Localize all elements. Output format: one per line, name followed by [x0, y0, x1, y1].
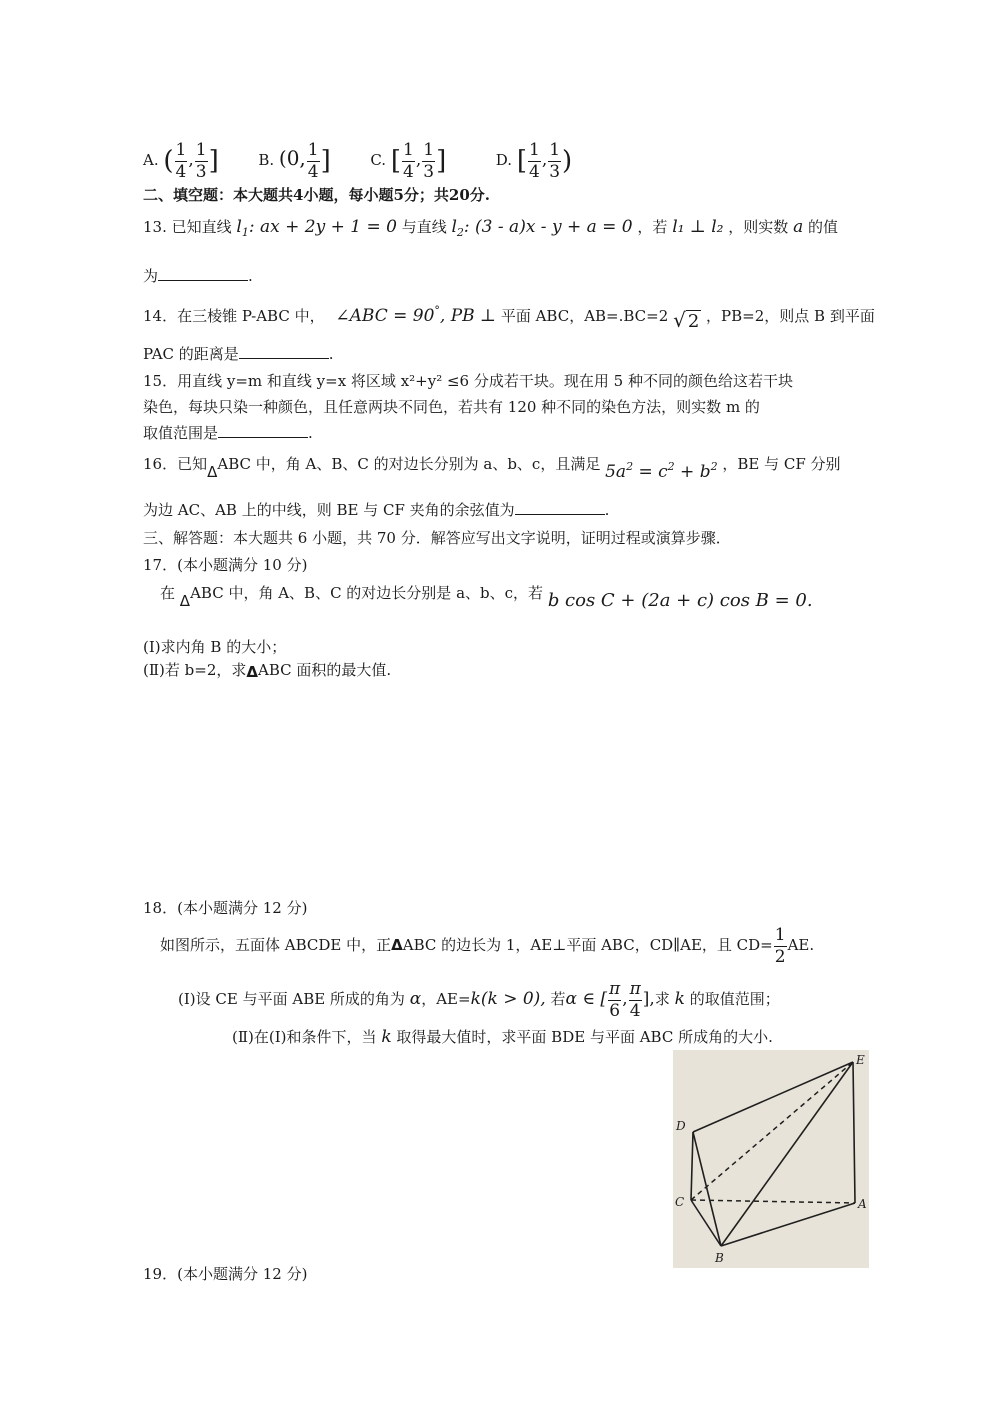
option-c-label: C. — [370, 151, 387, 169]
option-c-frac2: $\frac{1}{3}$ — [423, 139, 435, 182]
q18-part2-post: 取得最大值时，求平面 BDE 与平面 ABC 所成角的大小. — [396, 1028, 773, 1046]
q15-line1: 15．用直线 y=m 和直线 y=x 将区域 x²+y² ≤6 分成若干块。现在用 5 种不同的颜色给这若干块 — [143, 372, 793, 390]
q18-pi6-frac: $\frac{\pi}{6}$ — [609, 978, 621, 1021]
q17-part1: (Ⅰ)求内角 B 的大小； — [143, 638, 287, 656]
q13-l2: $l_2$: (3 - a)x - y + a = 0 — [451, 217, 633, 239]
q18-part1-end: 的取值范围； — [689, 990, 780, 1008]
option-d-open: [ — [516, 146, 527, 176]
q15-answer-blank — [218, 423, 308, 438]
q13-l1: $l_1$: ax + 2y + 1 = 0 — [236, 217, 397, 239]
vertex-label-d: D — [676, 1119, 686, 1133]
q17-intro-pre: 在 — [160, 584, 176, 602]
q18-half-frac: $\frac{1}{2}$ — [774, 924, 786, 967]
q18-alpha-in: α ∈ [ — [565, 989, 608, 1009]
option-c-frac1: $\frac{1}{4}$ — [403, 139, 414, 182]
option-c-open: [ — [390, 146, 401, 176]
q13-prefix: 13. 已知直线 — [143, 218, 232, 236]
q15-line2: 染色，每块只染一种颜色，且任意两块不同色，若共有 120 种不同的染色方法，则实数 m 的 — [143, 398, 760, 416]
q14-prefix: 14．在三棱锥 P-ABC 中， — [143, 307, 325, 325]
edge-ca-dashed — [691, 1200, 855, 1203]
option-a-close: ] — [208, 146, 219, 176]
q18-intro-end: AE. — [787, 936, 815, 954]
triangle-symbol: Δ — [391, 936, 403, 954]
q16-answer-blank — [515, 500, 605, 515]
q18-part1-ask: 求 — [654, 990, 670, 1008]
q13-mid: 与直线 — [401, 218, 447, 236]
q17-part2-post: ABC 面积的最大值. — [258, 661, 392, 679]
triangle-symbol: Δ — [246, 663, 258, 681]
option-a-open: ( — [163, 146, 174, 176]
q14-end: . — [328, 345, 334, 363]
option-a-label: A. — [143, 151, 159, 169]
q17-equation: b cos C + (2a + c) cos B = 0. — [547, 590, 813, 611]
q15-line3-text: 取值范围是 — [143, 424, 219, 442]
edge-db — [693, 1132, 721, 1246]
q13-answer-blank — [158, 266, 248, 281]
q13-perp: l₁ ⊥ l₂ — [672, 217, 724, 237]
q18-part2 — [232, 1024, 773, 1050]
pentahedron-diagram — [673, 1050, 869, 1268]
q18-intro-mid: ABC 的边长为 1，AE⊥平面 ABC，CD∥AE，且 CD= — [402, 936, 773, 954]
option-b-frac: $\frac{1}{4}$ — [307, 139, 319, 182]
triangle-symbol: Δ — [207, 463, 218, 481]
edge-cb — [691, 1200, 721, 1246]
q18-part2-pre: (Ⅱ)在(Ⅰ)和条件下，当 — [232, 1028, 377, 1046]
vertex-label-e: E — [856, 1053, 865, 1067]
q16-line2-text: 为边 AC、AB 上的中线，则 BE 与 CF 夹角的余弦值为 — [143, 501, 515, 519]
q18-k-cond: k(k > 0), — [470, 989, 546, 1009]
q17-intro — [160, 578, 813, 614]
q16-prefix: 16．已知 — [143, 455, 208, 473]
q12-options: A. ( $\frac{1}{4}$ , $\frac{1}{3}$ ] B. (0, $\frac{1}{4}$ ] C. [ $\frac{1}{4}$ , $\frac{1}{3}$ ] D. [ $\frac{1}{4}$ , $\frac{1}{3}$ ) — [143, 139, 573, 182]
q18-pi4-frac: $\frac{\pi}{4}$ — [629, 978, 641, 1021]
q18-intro — [160, 924, 814, 966]
triangle-symbol: Δ — [179, 592, 191, 610]
q13-var: a — [793, 217, 804, 237]
option-b-open: (0, — [278, 146, 306, 170]
q17-part2-pre: (Ⅱ)若 b=2，求 — [143, 661, 247, 679]
pentahedron-figure — [673, 1050, 869, 1268]
option-d-close: ) — [562, 146, 573, 176]
q16-line2 — [143, 500, 609, 520]
q18-part2-k: k — [381, 1027, 392, 1047]
q14-angle: ∠ABC = 90°, PB ⊥ — [335, 304, 497, 326]
option-d-label: D. — [495, 151, 513, 169]
q18-k: k — [674, 989, 685, 1009]
option-b-label: B. — [258, 151, 275, 169]
q14-tail: ，PB=2，则点 B 到平面 — [706, 307, 875, 325]
q13-line1 — [143, 212, 838, 242]
q18-alpha: α — [409, 989, 422, 1009]
option-a-frac1: $\frac{1}{4}$ — [175, 139, 187, 182]
q14-line1 — [143, 294, 875, 332]
q16-tail: ，BE 与 CF 分别 — [722, 455, 841, 473]
q14-answer-blank — [239, 344, 329, 359]
q17-header: 17．(本小题满分 10 分) — [143, 556, 308, 574]
q16-mid: ABC 中，角 A、B、C 的对边长分别为 a、b、c，且满足 — [217, 455, 601, 473]
option-d-frac1: $\frac{1}{4}$ — [528, 139, 540, 182]
q16-line1 — [143, 449, 841, 483]
q18-header: 18．(本小题满分 12 分) — [143, 899, 308, 917]
q16-end: . — [604, 501, 610, 519]
edge-ea — [853, 1062, 855, 1203]
q18-part1: (Ⅰ)设 CE 与平面 ABE 所成的角为 α，AE=k(k > 0), 若α ∈ [ $\frac{\pi}{6}$ , $\frac{\pi}{4}$ ],求 k 的取值范围； — [178, 978, 780, 1021]
q19-header: 19．(本小题满分 12 分) — [143, 1265, 308, 1283]
q14-mid: 平面 ABC，AB=.BC=2 — [500, 307, 669, 325]
q16-equation: $5a^2 = c^2 + b^2$ — [605, 460, 718, 482]
q17-intro-mid: ABC 中，角 A、B、C 的对边长分别是 a、b、c，若 — [190, 584, 544, 602]
option-a-frac2: $\frac{1}{3}$ — [195, 139, 207, 182]
q13-line2-text: 为 — [143, 267, 159, 285]
q18-part1-pre: (Ⅰ)设 CE 与平面 ABE 所成的角为 — [178, 990, 405, 1008]
edge-ce-dashed — [691, 1062, 853, 1200]
q13-line2 — [143, 266, 253, 286]
q18-intro-pre: 如图所示，五面体 ABCDE 中，正 — [160, 936, 392, 954]
q18-interval-close: ], — [642, 989, 655, 1009]
section3-heading: 三、解答题：本大题共 6 小题，共 70 分．解答应写出文字说明，证明过程或演算步骤． — [143, 529, 731, 547]
edge-de — [693, 1062, 853, 1132]
q13-tail: 的值 — [808, 218, 839, 236]
vertex-label-a: A — [858, 1197, 867, 1211]
vertex-label-c: C — [675, 1195, 685, 1209]
section2-heading: 二、填空题：本大题共4小题，每小题5分；共20分. — [143, 186, 490, 204]
q17-part2 — [143, 660, 391, 682]
q14-sqrt: √ 2 — [673, 308, 700, 332]
edge-dc — [691, 1132, 693, 1200]
option-b-close: ] — [320, 146, 331, 176]
q14-line2 — [143, 344, 334, 364]
edge-eb — [721, 1062, 853, 1246]
q13-end: . — [248, 267, 253, 285]
q18-part1-mid: ，AE= — [421, 990, 471, 1008]
q18-part1-if: 若 — [550, 990, 566, 1008]
option-c-close: ] — [436, 146, 447, 176]
q15-line3 — [143, 423, 313, 443]
q14-line2-text: PAC 的距离是 — [143, 345, 239, 363]
vertex-label-b: B — [715, 1251, 724, 1265]
option-d-frac2: $\frac{1}{3}$ — [549, 139, 561, 182]
edge-ba — [721, 1203, 855, 1246]
q13-cond-pre: ，若 — [637, 218, 668, 236]
q15-end: . — [308, 424, 313, 442]
q13-cond-post: ，则实数 — [728, 218, 789, 236]
